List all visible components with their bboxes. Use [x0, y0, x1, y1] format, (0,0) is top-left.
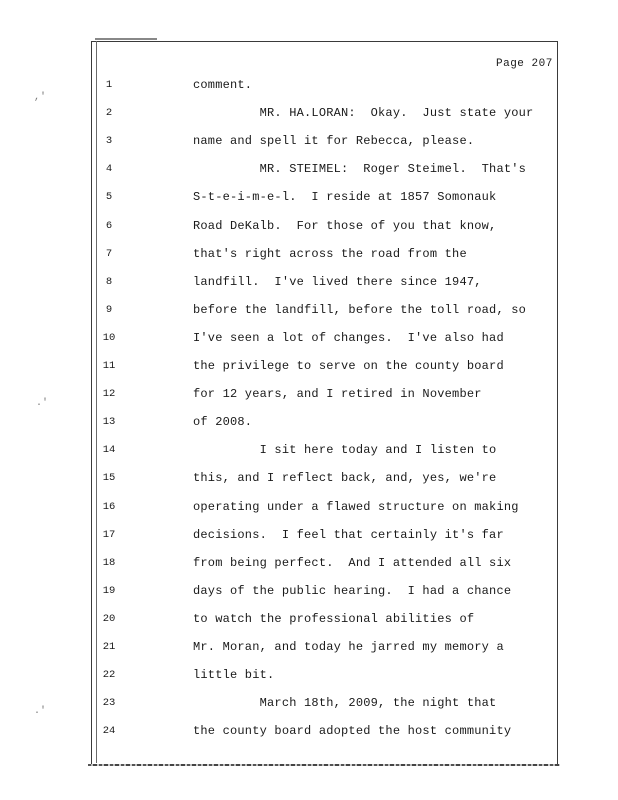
transcript-line: this, and I reflect back, and, yes, we're	[193, 471, 497, 485]
page-bottom-rule	[88, 764, 560, 766]
transcript-line: the county board adopted the host community	[193, 724, 512, 738]
line-number: 23	[102, 697, 116, 709]
line-number: 16	[102, 501, 116, 513]
line-number: 5	[105, 191, 113, 203]
transcript-line: for 12 years, and I retired in November	[193, 387, 482, 401]
line-number: 20	[102, 613, 116, 625]
line-number: 7	[105, 248, 113, 260]
transcript-line: operating under a flawed structure on making	[193, 500, 519, 514]
transcript-line: S-t-e-i-m-e-l. I reside at 1857 Somonauk	[193, 190, 497, 204]
line-number: 3	[105, 135, 113, 147]
transcript-line: the privilege to serve on the county board	[193, 359, 504, 373]
scan-mark: .'	[34, 706, 47, 717]
line-number: 2	[105, 107, 113, 119]
transcript-line: Road DeKalb. For those of you that know,	[193, 219, 497, 233]
line-number: 15	[102, 472, 116, 484]
scan-mark: .'	[36, 398, 49, 409]
transcript-line: decisions. I feel that certainly it's far	[193, 528, 504, 542]
line-number: 4	[105, 163, 113, 175]
transcript-page-frame	[91, 41, 558, 764]
margin-rule	[96, 41, 97, 763]
line-number: 19	[102, 585, 116, 597]
transcript-line: from being perfect. And I attended all six	[193, 556, 512, 570]
transcript-line: little bit.	[193, 668, 275, 682]
transcript-line: I've seen a lot of changes. I've also had	[193, 331, 504, 345]
page-number: Page 207	[496, 58, 553, 70]
line-number: 18	[102, 557, 116, 569]
line-number: 8	[105, 276, 113, 288]
scan-mark: ,'	[34, 92, 47, 103]
line-number: 21	[102, 641, 116, 653]
transcript-line: I sit here today and I listen to	[193, 443, 497, 457]
line-number: 13	[102, 416, 116, 428]
line-number: 17	[102, 529, 116, 541]
scan-smudge	[95, 38, 157, 40]
transcript-line: landfill. I've lived there since 1947,	[193, 275, 482, 289]
line-number: 1	[105, 79, 113, 91]
line-number: 12	[102, 388, 116, 400]
line-number: 24	[102, 725, 116, 737]
transcript-line: Mr. Moran, and today he jarred my memory a	[193, 640, 504, 654]
transcript-line: before the landfill, before the toll road, so	[193, 303, 527, 317]
line-number: 6	[105, 220, 113, 232]
transcript-line: of 2008.	[193, 415, 253, 429]
line-number: 11	[102, 360, 116, 372]
transcript-line: MR. STEIMEL: Roger Steimel. That's	[193, 162, 527, 176]
transcript-line: March 18th, 2009, the night that	[193, 696, 497, 710]
transcript-line: comment.	[193, 78, 253, 92]
transcript-line: name and spell it for Rebecca, please.	[193, 134, 475, 148]
line-number: 10	[102, 332, 116, 344]
line-number: 14	[102, 444, 116, 456]
line-number: 22	[102, 669, 116, 681]
transcript-line: days of the public hearing. I had a chance	[193, 584, 512, 598]
transcript-line: that's right across the road from the	[193, 247, 467, 261]
line-number: 9	[105, 304, 113, 316]
transcript-line: MR. HA.LORAN: Okay. Just state your	[193, 106, 534, 120]
transcript-line: to watch the professional abilities of	[193, 612, 475, 626]
